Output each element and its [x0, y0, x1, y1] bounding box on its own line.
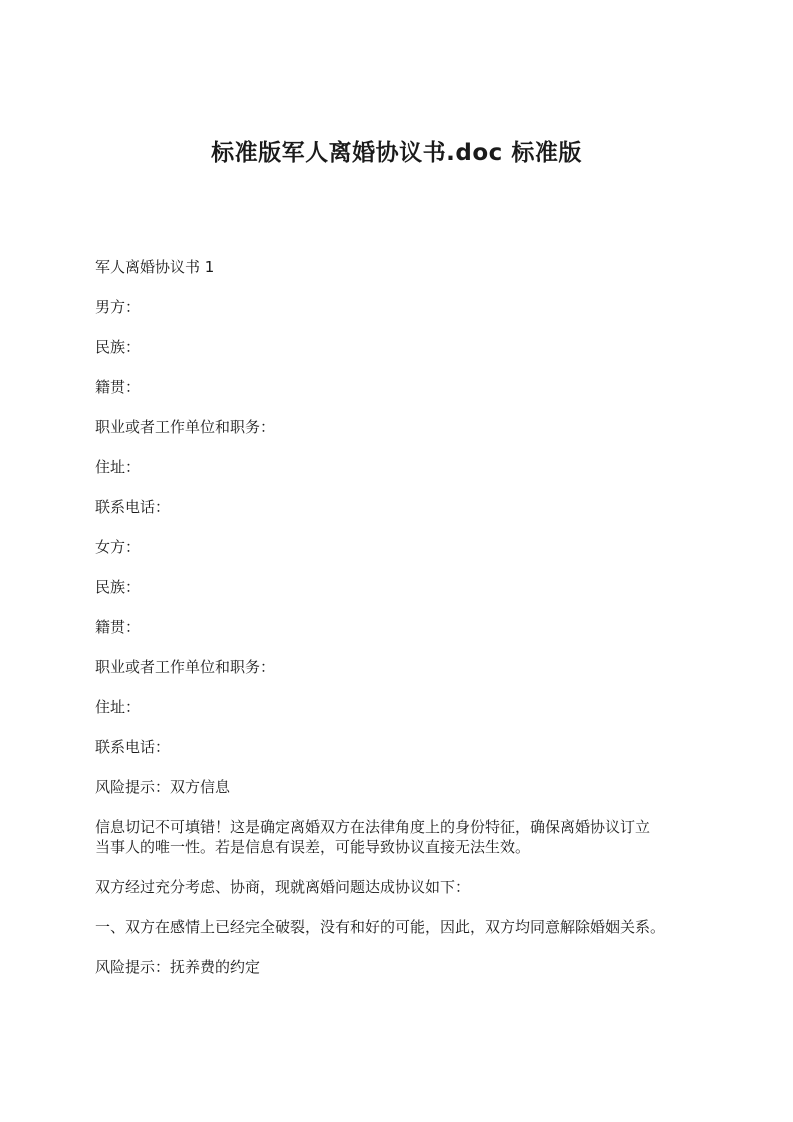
female-phone-field: 联系电话：: [95, 738, 171, 756]
female-address-field: 住址：: [95, 698, 141, 716]
male-occupation-field: 职业或者工作单位和职务：: [95, 418, 276, 436]
risk-tip-party-info-text: [95, 817, 715, 857]
male-label: 男方：: [95, 298, 141, 316]
risk-text-line-1: 信息切记不可填错！这是确定离婚双方在法律角度上的身份特征，确保离婚协议订立: [95, 818, 651, 836]
male-ethnicity-field: 民族：: [95, 338, 141, 356]
document-title: 标准版军人离婚协议书.doc 标准版: [211, 140, 582, 166]
risk-text-line-2: 当事人的唯一性。若是信息有误差，可能导致协议直接无法生效。: [95, 838, 531, 856]
female-label: 女方：: [95, 538, 141, 556]
document-body: [95, 257, 715, 997]
male-phone-field: 联系电话：: [95, 498, 171, 516]
female-native-place-field: 籍贯：: [95, 618, 141, 636]
clause-1: 一、双方在感情上已经完全破裂，没有和好的可能，因此，双方均同意解除婚姻关系。: [95, 918, 666, 936]
agreement-intro: 双方经过充分考虑、协商，现就离婚问题达成协议如下：: [95, 878, 471, 896]
risk-tip-child-support: 风险提示：抚养费的约定: [95, 958, 261, 976]
male-native-place-field: 籍贯：: [95, 378, 141, 396]
female-ethnicity-field: 民族：: [95, 578, 141, 596]
risk-tip-party-info: 风险提示：双方信息: [95, 778, 231, 796]
male-address-field: 住址：: [95, 458, 141, 476]
female-occupation-field: 职业或者工作单位和职务：: [95, 658, 276, 676]
agreement-heading: 军人离婚协议书 1: [95, 258, 215, 276]
